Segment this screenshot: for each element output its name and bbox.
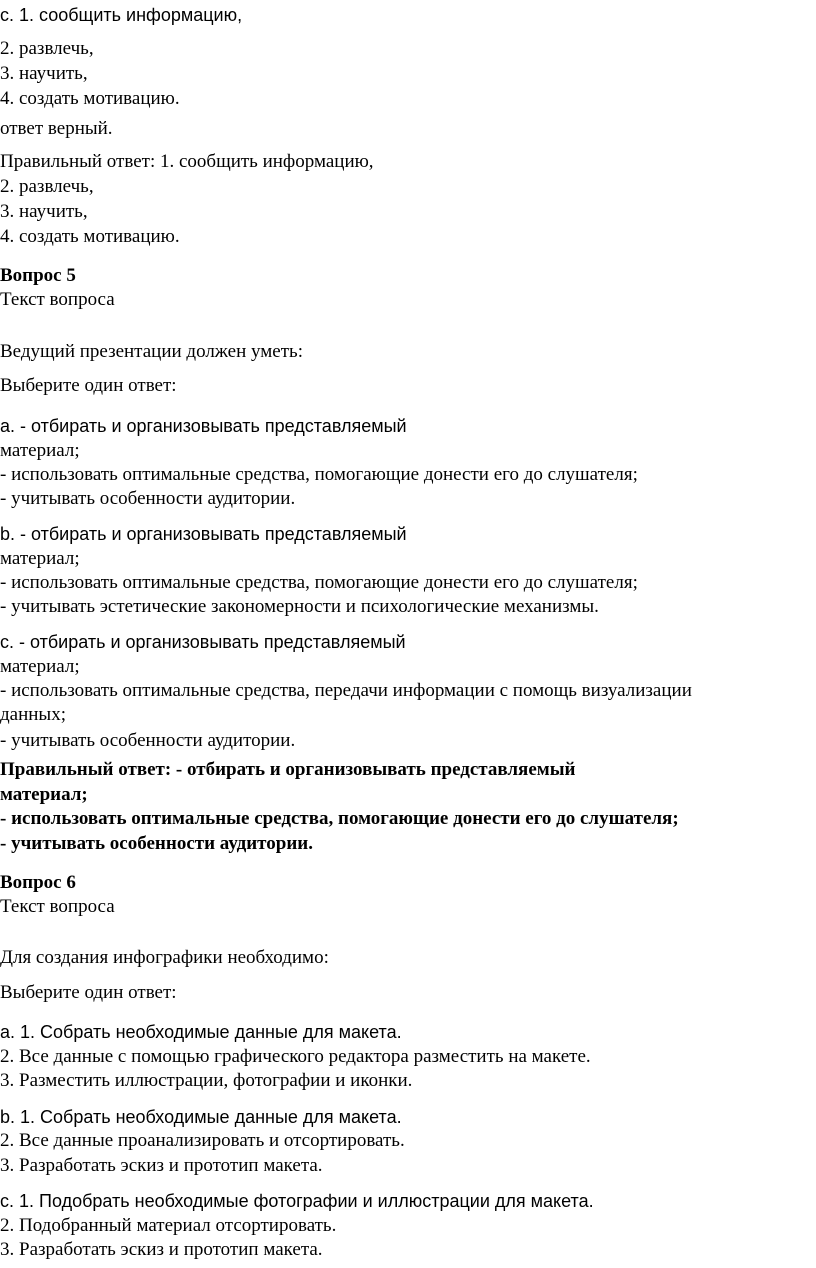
q5-correct-answer-line-2: материал; <box>0 784 88 805</box>
q5-correct-answer-line-3: - использовать оптимальные средства, помогающие донести его до слушателя; <box>0 808 679 829</box>
option-c-line-2: 2. развлечь, <box>0 38 94 59</box>
q5-option-c-line-3: - использовать оптимальные средства, передачи информации с помощь визуализации <box>0 680 692 701</box>
q6-option-c-line-1[interactable]: с. 1. Подобрать необходимые фотографии и иллюстрации для макета. <box>0 1191 594 1211</box>
q5-correct-answer-line-4: - учитывать особенности аудитории. <box>0 833 313 854</box>
feedback-text: ответ верный. <box>0 118 113 139</box>
q5-option-b-line-2: материал; <box>0 548 80 569</box>
correct-answer-line-3: 3. научить, <box>0 201 88 222</box>
option-c-line-4: 4. создать мотивацию. <box>0 88 180 109</box>
q5-option-a-line-2: материал; <box>0 440 80 461</box>
question-5-subtitle: Текст вопроса <box>0 289 115 310</box>
correct-answer-line-1: Правильный ответ: 1. сообщить информацию, <box>0 151 374 172</box>
q6-option-b-line-3: 3. Разработать эскиз и прототип макета. <box>0 1155 323 1176</box>
q6-option-a-line-1[interactable]: a. 1. Собрать необходимые данные для макета. <box>0 1022 402 1042</box>
q5-correct-answer-line-1: Правильный ответ: - отбирать и организовывать представляемый <box>0 759 576 780</box>
q6-option-a-line-3: 3. Разместить иллюстрации, фотографии и иконки. <box>0 1070 413 1091</box>
q6-option-b-line-1[interactable]: b. 1. Собрать необходимые данные для макета. <box>0 1107 402 1127</box>
q6-option-a-line-2: 2. Все данные с помощью графического редактора разместить на макете. <box>0 1046 591 1067</box>
correct-answer-line-2: 2. развлечь, <box>0 176 94 197</box>
q5-option-a-line-3: - использовать оптимальные средства, помогающие донести его до слушателя; <box>0 464 638 485</box>
q5-option-a-line-4: - учитывать особенности аудитории. <box>0 488 296 509</box>
q5-option-c-line-5: - учитывать особенности аудитории. <box>0 730 296 751</box>
q6-option-c-line-3: 3. Разработать эскиз и прототип макета. <box>0 1239 323 1260</box>
question-6-title: Вопрос 6 <box>0 872 76 893</box>
question-6-subtitle: Текст вопроса <box>0 896 115 917</box>
q5-option-c-line-2: материал; <box>0 656 80 677</box>
q5-option-c-line-1[interactable]: с. - отбирать и организовывать представляемый <box>0 632 406 652</box>
q6-option-b-line-2: 2. Все данные проанализировать и отсортировать. <box>0 1130 405 1151</box>
question-6-instruction: Выберите один ответ: <box>0 982 177 1003</box>
correct-answer-line-4: 4. создать мотивацию. <box>0 226 180 247</box>
question-5-prompt: Ведущий презентации должен уметь: <box>0 341 303 362</box>
question-5-instruction: Выберите один ответ: <box>0 375 177 396</box>
q5-option-a-line-1[interactable]: a. - отбирать и организовывать представляемый <box>0 416 407 436</box>
question-5-title: Вопрос 5 <box>0 265 76 286</box>
q6-option-c-line-2: 2. Подобранный материал отсортировать. <box>0 1215 337 1236</box>
option-c-line-3: 3. научить, <box>0 63 88 84</box>
q5-option-c-line-4: данных; <box>0 704 66 725</box>
q5-option-b-line-1[interactable]: b. - отбирать и организовывать представляемый <box>0 524 407 544</box>
question-6-prompt: Для создания инфографики необходимо: <box>0 947 329 968</box>
q5-option-b-line-4: - учитывать эстетические закономерности и психологические механизмы. <box>0 596 599 617</box>
option-c-line-1: с. 1. сообщить информацию, <box>0 5 243 25</box>
q5-option-b-line-3: - использовать оптимальные средства, помогающие донести его до слушателя; <box>0 572 638 593</box>
